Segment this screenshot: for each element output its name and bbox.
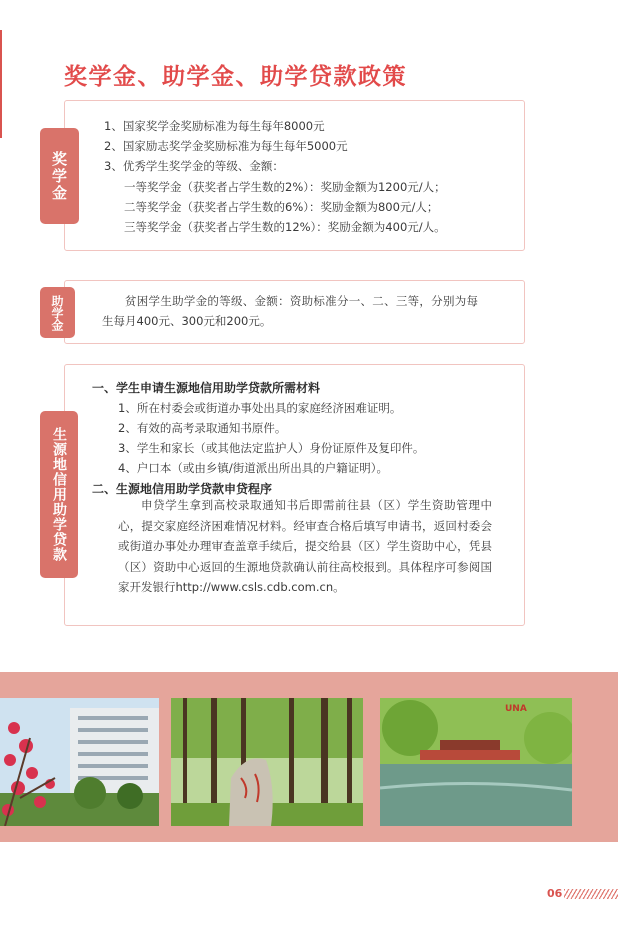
scholarship-item-3: 3、优秀学生奖学金的等级、金额： [104,159,284,173]
scholarship-item-2: 2、国家励志奖学金奖励标准为每生每年5000元 [104,139,348,153]
university-logo: UNA [505,704,527,714]
loan-procedure-text: 申贷学生拿到高校录取通知书后即需前往县（区）学生资助管理中心，提交家庭经济困难情况材料。经审查合格后填写申请书，返回村委会或街道办事处办理审查盖章手续后，提交给县（区）学生资助中心，凭县（区）资助中心返回的生源地贷款确认前往高校报到。具体程序可参阅国家开发银行http://www.csls.cdb.com.cn。 [118,498,492,594]
scholarship-item-1: 1、国家奖学金奖励标准为每生每年8000元 [104,119,325,133]
scholarship-level-1: 一等奖学金（获奖者占学生数的2%）：奖励金额为1200元/人； [124,180,446,194]
loan-section1-title: 一、学生申请生源地信用助学贷款所需材料 [92,381,321,395]
page-title: 奖学金、助学金、助学贷款政策 [64,64,407,90]
loan-material-3: 3、学生和家长（或其他法定监护人）身份证原件及复印件。 [118,441,425,455]
scholarship-level-3: 三等奖学金（获奖者占学生数的12%）：奖励金额为400元/人。 [124,220,446,234]
loan-section2-title: 二、生源地信用助学贷款申贷程序 [92,482,273,496]
scholarship-level-2: 二等奖学金（获奖者占学生数的6%）：奖励金额为800元/人； [124,200,439,214]
loan-material-4: 4、户口本（或由乡镇/街道派出所出具的户籍证明）。 [118,461,388,475]
corner-accent-line [0,30,2,138]
page-number: 06 [547,887,563,900]
grant-text: 贫困学生助学金的等级、金额：资助标准分一、二、三等，分别为每生每月400元、300元和200元。 [102,294,478,328]
loan-material-1: 1、所在村委会或街道办事处出具的家庭经济困难证明。 [118,401,402,415]
page-number-hatch-decoration [564,889,618,899]
grant-tab: 助学金 [40,287,75,338]
campus-lake-pavilion-photo [380,698,572,826]
campus-forest-stone-photo [171,698,363,826]
loan-tab: 生源地信用助学贷款 [40,411,78,578]
campus-building-photo [0,698,159,826]
scholarship-tab: 奖学金 [40,128,79,224]
loan-material-2: 2、有效的高考录取通知书原件。 [118,421,287,435]
